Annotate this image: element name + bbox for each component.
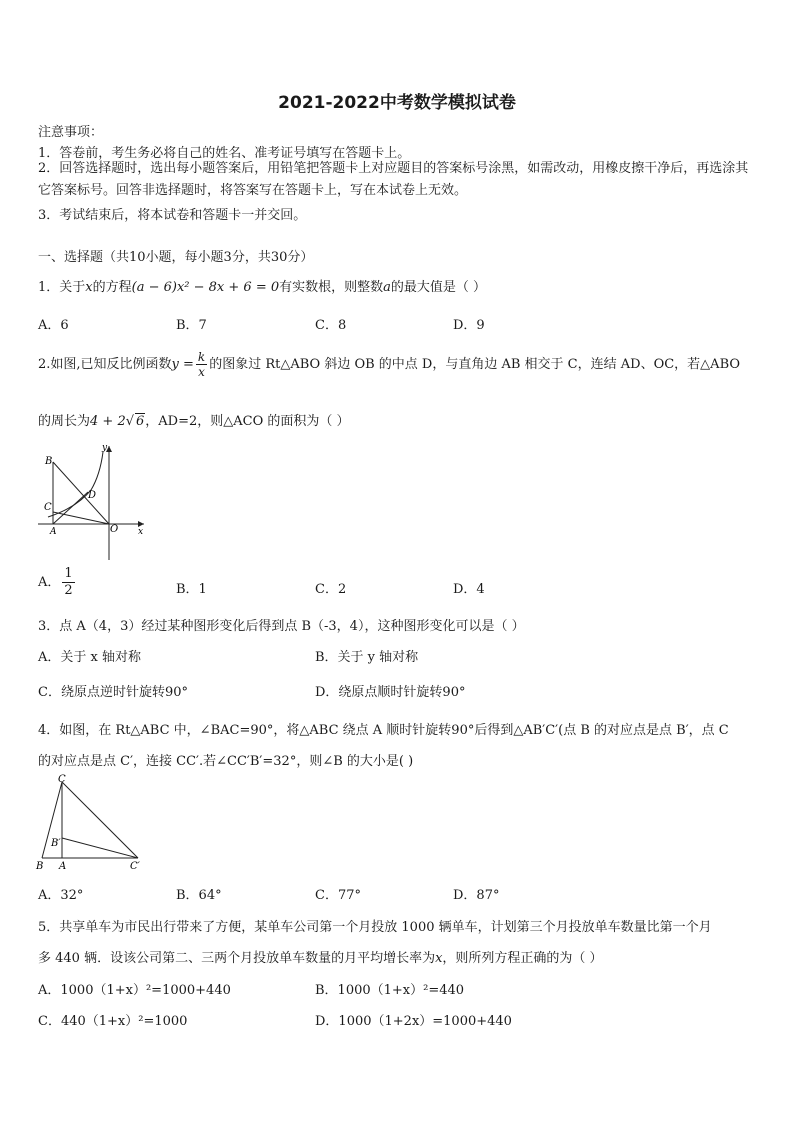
question-3-stem: 3．点 A（4，3）经过某种图形变化后得到点 B（-3，4），这种图形变化可以是（ ） xyxy=(38,619,525,634)
q3-option-a[interactable]: A．关于 x 轴对称 xyxy=(38,650,141,665)
page-title: 2021-2022中考数学模拟试卷 xyxy=(278,93,516,113)
q5-option-b[interactable]: B．1000（1+x）²=440 xyxy=(315,983,465,998)
q1-suffix1: 有实数根，则整数 xyxy=(279,280,384,295)
q2-line2-a: 的周长为 xyxy=(38,414,91,429)
q4-figure xyxy=(34,774,146,874)
q1-equation: (a − 6)x² − 8x + 6 = 0 xyxy=(131,280,280,295)
q1-prefix: 1．关于 xyxy=(38,280,86,295)
q4-option-b[interactable]: B．64° xyxy=(176,888,222,903)
q2-frac-num: k xyxy=(197,350,206,364)
q2-label-y: y xyxy=(102,443,108,453)
section-heading: 一、选择题（共10小题，每小题3分，共30分） xyxy=(38,250,314,265)
q5-option-d[interactable]: D．1000（1+2x）=1000+440 xyxy=(315,1014,512,1029)
q1-option-d[interactable]: D．9 xyxy=(453,318,485,333)
q2-frac-den: x xyxy=(198,365,205,379)
q1-option-c[interactable]: C．8 xyxy=(315,318,347,333)
q2-prefix: 2.如图,已知反比例函数 xyxy=(38,357,172,372)
q2-label-b: B xyxy=(45,456,53,467)
q5-line2-a: 多 440 辆．设该公司第二、三两个月投放单车数量的月平均增长率为 xyxy=(38,951,436,966)
q2-label-x: x xyxy=(138,527,144,537)
q1-var-a: a xyxy=(383,280,391,295)
q5-option-c[interactable]: C．440（1+x）²=1000 xyxy=(38,1014,188,1029)
q4-label-b1: B′ xyxy=(51,838,61,849)
q4-label-a: A xyxy=(59,861,67,872)
q2-label-o: O xyxy=(110,524,119,535)
q1-option-a[interactable]: A．6 xyxy=(38,318,69,333)
q3-option-b[interactable]: B．关于 y 轴对称 xyxy=(315,650,419,665)
q2-option-b[interactable]: B．1 xyxy=(176,582,207,597)
q2-option-a-den: 2 xyxy=(64,583,73,598)
q4-option-c[interactable]: C．77° xyxy=(315,888,361,903)
q2-option-a-num: 1 xyxy=(64,566,73,581)
question-2-stem-line-1 xyxy=(38,350,740,379)
q2-option-a[interactable] xyxy=(38,566,77,599)
q4-option-d[interactable]: D．87° xyxy=(453,888,500,903)
q2-line2-b: ，AD=2，则△ACO 的面积为（ ） xyxy=(145,414,350,429)
note-item-2: 2．回答选择题时，选出每小题答案后，用铅笔把答题卡上对应题目的答案标号涂黑，如需改动，用橡皮擦干净后，再选涂其它答案标号。回答非选择题时，将答案写在答题卡上，写在本试卷上无效。 xyxy=(38,161,749,198)
q2-fraction xyxy=(196,350,207,379)
q4-label-c1: C′ xyxy=(130,861,140,872)
q4-segment-b1c1 xyxy=(62,838,138,858)
question-4-stem-line-1: 4．如图，在 Rt△ABC 中，∠BAC=90°，将△ABC 绕点 A 顺时针旋转90°后得到△AB′C′(点 B 的对应点是点 B′，点 C xyxy=(38,723,729,738)
q3-option-d[interactable]: D．绕原点顺时针旋转90° xyxy=(315,685,466,700)
q4-label-b: B xyxy=(36,861,44,872)
q2-option-a-fraction xyxy=(62,566,74,599)
q2-rest: 的图象过 Rt△ABO 斜边 OB 的中点 D，与直角边 AB 相交于 C，连结 AD、OC，若△ABO xyxy=(209,357,741,372)
q5-var-x: x xyxy=(435,951,443,966)
q2-func-lhs: y = xyxy=(171,357,194,372)
q4-option-a[interactable]: A．32° xyxy=(38,888,84,903)
q4-segment-cc1 xyxy=(62,782,138,858)
question-5-stem-line-2 xyxy=(38,947,603,966)
q2-option-d[interactable]: D．4 xyxy=(453,582,485,597)
q5-option-a[interactable]: A．1000（1+x）²=1000+440 xyxy=(38,983,231,998)
q2-segment-bo xyxy=(53,462,109,524)
q3-option-c[interactable]: C．绕原点逆时针旋转90° xyxy=(38,685,188,700)
q2-option-a-prefix: A． xyxy=(38,575,61,590)
q4-label-c: C xyxy=(58,774,66,785)
question-4-stem-line-2: 的对应点是点 C′，连接 CC′.若∠CC′B′=32°，则∠B 的大小是( ) xyxy=(38,754,414,769)
q2-hyperbola xyxy=(48,452,103,517)
q1-var-x: x xyxy=(85,280,93,295)
notes-heading: 注意事项： xyxy=(38,125,104,140)
q2-perimeter: 4 + 2 xyxy=(90,414,126,429)
q2-label-a: A xyxy=(50,527,57,537)
note-item-3: 3．考试结束后，将本试卷和答题卡一并交回。 xyxy=(38,208,307,223)
note-item-1: 1．答卷前，考生务必将自己的姓名、准考证号填写在答题卡上。 xyxy=(38,146,411,161)
q1-option-b[interactable]: B．7 xyxy=(176,318,207,333)
q1-mid: 的方程 xyxy=(92,280,132,295)
q2-label-d: D xyxy=(88,490,97,501)
q2-segment-ad xyxy=(53,492,88,524)
question-2-stem-line-2 xyxy=(38,410,350,429)
q5-line2-b: ，则所列方程正确的为（ ） xyxy=(442,951,603,966)
sqrt-icon: √ xyxy=(125,414,135,429)
question-1-stem xyxy=(38,276,486,295)
q2-figure xyxy=(36,440,148,564)
q2-label-c: C xyxy=(44,502,52,513)
q2-sqrt-value: 6 xyxy=(136,414,145,429)
question-5-stem-line-1: 5．共享单车为市民出行带来了方便，某单车公司第一个月投放 1000 辆单车，计划第三个月投放单车数量比第一个月 xyxy=(38,920,712,935)
q2-option-c[interactable]: C．2 xyxy=(315,582,347,597)
q1-suffix2: 的最大值是（ ） xyxy=(390,280,487,295)
q2-segment-co xyxy=(53,512,109,524)
